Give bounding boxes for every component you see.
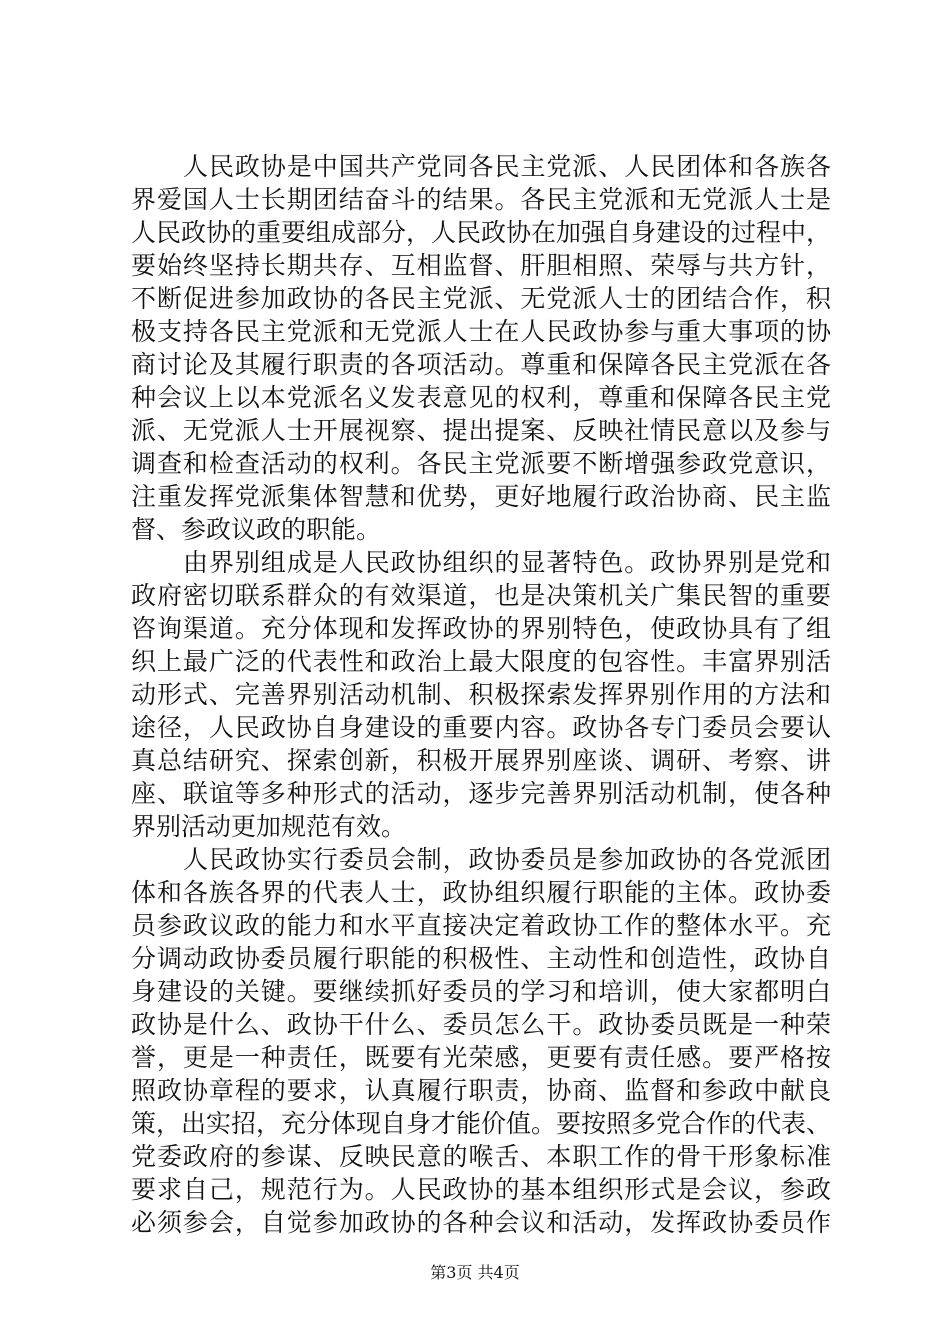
text-line: 调查和检查活动的权利。各民主党派要不断增强参政党意识， (131, 449, 831, 478)
page-number-footer: 第3页 共4页 (430, 1263, 520, 1282)
text-line: 种会议上以本党派名义发表意见的权利，尊重和保障各民主党 (131, 383, 831, 412)
text-line: 动形式、完善界别活动机制、积极探索发挥界别作用的方法和 (131, 680, 831, 709)
text-line: 不断促进参加政协的各民主党派、无党派人士的团结合作，积 (131, 284, 831, 313)
text-line: 要始终坚持长期共存、互相监督、肝胆相照、荣辱与共方针， (131, 251, 831, 280)
text-line: 派、无党派人士开展视察、提出提案、反映社情民意以及参与 (131, 416, 831, 445)
text-line: 必须参会，自觉参加政协的各种会议和活动，发挥政协委员作 (131, 1208, 831, 1237)
paragraph (131, 843, 831, 1239)
text-line: 员参政议政的能力和水平直接决定着政协工作的整体水平。充 (131, 911, 831, 940)
text-line: 政府密切联系群众的有效渠道，也是决策机关广集民智的重要 (131, 581, 831, 610)
text-line: 体和各族各界的代表人士，政协组织履行职能的主体。政协委 (131, 878, 831, 907)
text-line: 照政协章程的要求，认真履行职责，协商、监督和参政中献良 (131, 1076, 831, 1105)
text-line: 人民政协的重要组成部分，人民政协在加强自身建设的过程中， (131, 218, 832, 247)
text-line: 督、参政议政的职能。 (131, 515, 382, 544)
text-line: 界爱国人士长期团结奋斗的结果。各民主党派和无党派人士是 (131, 185, 831, 214)
text-line: 人民政协是中国共产党同各民主党派、人民团体和各族各 (183, 152, 831, 181)
text-line: 注重发挥党派集体智慧和优势，更好地履行政治协商、民主监 (131, 482, 831, 511)
text-line: 要求自己，规范行为。人民政协的基本组织形式是会议，参政 (131, 1175, 831, 1204)
text-line: 分调动政协委员履行职能的积极性、主动性和创造性，政协自 (131, 944, 831, 973)
text-line: 身建设的关键。要继续抓好委员的学习和培训，使大家都明白 (131, 977, 831, 1006)
text-line: 誉，更是一种责任，既要有光荣感，更要有责任感。要严格按 (131, 1043, 831, 1072)
text-line: 界别活动更加规范有效。 (131, 812, 407, 841)
paragraph (131, 150, 831, 546)
text-line: 座、联谊等多种形式的活动，逐步完善界别活动机制，使各种 (131, 779, 831, 808)
text-line: 党委政府的参谋、反映民意的喉舌、本职工作的骨干形象标准 (131, 1142, 831, 1171)
text-line: 极支持各民主党派和无党派人士在人民政协参与重大事项的协 (131, 317, 831, 346)
document-body (131, 150, 831, 1239)
text-line: 政协是什么、政协干什么、委员怎么干。政协委员既是一种荣 (131, 1010, 831, 1039)
text-line: 途径，人民政协自身建设的重要内容。政协各专门委员会要认 (131, 713, 831, 742)
paragraph (131, 546, 831, 843)
text-line: 真总结研究、探索创新，积极开展界别座谈、调研、考察、讲 (131, 746, 831, 775)
text-line: 织上最广泛的代表性和政治上最大限度的包容性。丰富界别活 (131, 647, 831, 676)
text-line: 由界别组成是人民政协组织的显著特色。政协界别是党和 (183, 548, 831, 577)
text-line: 商讨论及其履行职责的各项活动。尊重和保障各民主党派在各 (131, 350, 831, 379)
text-line: 策，出实招，充分体现自身才能价值。要按照多党合作的代表、 (131, 1109, 832, 1138)
text-line: 咨询渠道。充分体现和发挥政协的界别特色，使政协具有了组 (131, 614, 831, 643)
text-line: 人民政协实行委员会制，政协委员是参加政协的各党派团 (183, 845, 831, 874)
